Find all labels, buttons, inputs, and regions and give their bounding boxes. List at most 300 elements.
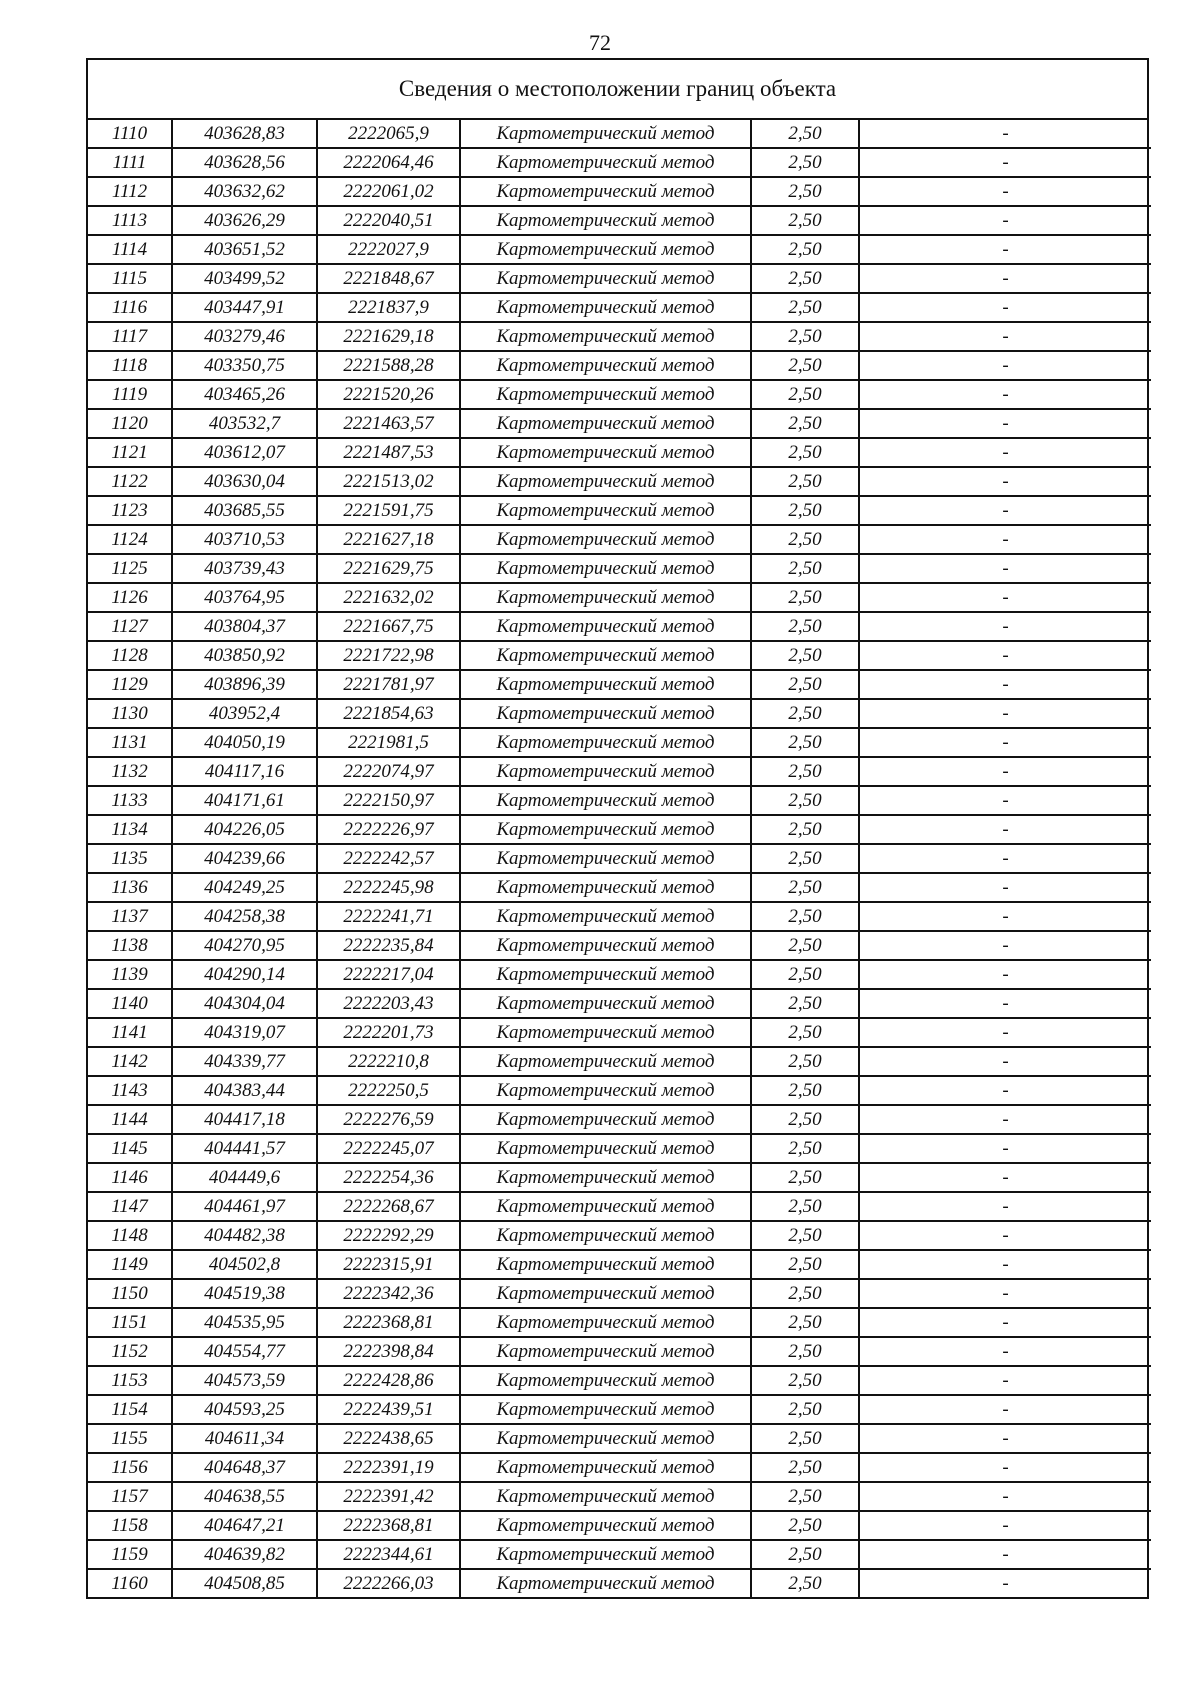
method-cell: Картометрический метод bbox=[460, 120, 751, 148]
table-row bbox=[88, 1511, 1151, 1540]
x-coordinate-cell: 403710,53 bbox=[172, 525, 317, 554]
accuracy-cell: 2,50 bbox=[751, 1163, 859, 1192]
accuracy-cell: 2,50 bbox=[751, 554, 859, 583]
description-cell: - bbox=[859, 902, 1151, 931]
description-cell: - bbox=[859, 1076, 1151, 1105]
point-number-cell: 1123 bbox=[88, 496, 172, 525]
description-cell: - bbox=[859, 1395, 1151, 1424]
x-coordinate-cell: 404593,25 bbox=[172, 1395, 317, 1424]
accuracy-cell: 2,50 bbox=[751, 496, 859, 525]
y-coordinate-cell: 2222201,73 bbox=[317, 1018, 460, 1047]
table-row bbox=[88, 1192, 1151, 1221]
method-cell: Картометрический метод bbox=[460, 380, 751, 409]
point-number-cell: 1135 bbox=[88, 844, 172, 873]
point-number-cell: 1157 bbox=[88, 1482, 172, 1511]
method-cell: Картометрический метод bbox=[460, 670, 751, 699]
method-cell: Картометрический метод bbox=[460, 1192, 751, 1221]
table-row bbox=[88, 1163, 1151, 1192]
y-coordinate-cell: 2221837,9 bbox=[317, 293, 460, 322]
x-coordinate-cell: 404441,57 bbox=[172, 1134, 317, 1163]
y-coordinate-cell: 2221627,18 bbox=[317, 525, 460, 554]
y-coordinate-cell: 2222245,98 bbox=[317, 873, 460, 902]
method-cell: Картометрический метод bbox=[460, 1134, 751, 1163]
point-number-cell: 1138 bbox=[88, 931, 172, 960]
accuracy-cell: 2,50 bbox=[751, 670, 859, 699]
x-coordinate-cell: 404383,44 bbox=[172, 1076, 317, 1105]
table-row bbox=[88, 815, 1151, 844]
accuracy-cell: 2,50 bbox=[751, 1337, 859, 1366]
y-coordinate-cell: 2221629,18 bbox=[317, 322, 460, 351]
table-row bbox=[88, 322, 1151, 351]
x-coordinate-cell: 403952,4 bbox=[172, 699, 317, 728]
method-cell: Картометрический метод bbox=[460, 525, 751, 554]
description-cell: - bbox=[1002, 1573, 1009, 1594]
point-number-cell: 1133 bbox=[88, 786, 172, 815]
description-cell: - bbox=[859, 1047, 1151, 1076]
method-cell: Картометрический метод bbox=[460, 641, 751, 670]
description-cell: - bbox=[859, 786, 1151, 815]
x-coordinate-cell: 403850,92 bbox=[172, 641, 317, 670]
table-row bbox=[88, 120, 1151, 148]
table-row bbox=[88, 148, 1151, 177]
point-number-cell: 1120 bbox=[88, 409, 172, 438]
description-cell: - bbox=[859, 554, 1151, 583]
accuracy-cell: 2,50 bbox=[751, 380, 859, 409]
table-row bbox=[88, 670, 1151, 699]
table-row bbox=[88, 1308, 1151, 1337]
method-cell: Картометрический метод bbox=[460, 931, 751, 960]
x-coordinate-cell: 403651,52 bbox=[172, 235, 317, 264]
x-coordinate-cell: 403626,29 bbox=[172, 206, 317, 235]
x-coordinate-cell: 404249,25 bbox=[172, 873, 317, 902]
accuracy-cell: 2,50 bbox=[751, 1221, 859, 1250]
method-cell: Картометрический метод bbox=[460, 293, 751, 322]
accuracy-cell: 2,50 bbox=[751, 1366, 859, 1395]
x-coordinate-cell: 403804,37 bbox=[172, 612, 317, 641]
description-cell: - bbox=[859, 1337, 1151, 1366]
y-coordinate-cell: 2221463,57 bbox=[317, 409, 460, 438]
y-coordinate-cell: 2221632,02 bbox=[317, 583, 460, 612]
y-coordinate-cell: 2221591,75 bbox=[317, 496, 460, 525]
table-row bbox=[88, 206, 1151, 235]
x-coordinate-cell: 403764,95 bbox=[172, 583, 317, 612]
x-coordinate-cell: 404573,59 bbox=[172, 1366, 317, 1395]
description-cell: - bbox=[859, 670, 1151, 699]
method-cell: Картометрический метод bbox=[460, 1105, 751, 1134]
x-coordinate-cell: 404226,05 bbox=[172, 815, 317, 844]
accuracy-cell: 2,50 bbox=[751, 438, 859, 467]
x-coordinate-cell: 404535,95 bbox=[172, 1308, 317, 1337]
x-coordinate-cell: 404648,37 bbox=[172, 1453, 317, 1482]
x-coordinate-cell: 404502,8 bbox=[172, 1250, 317, 1279]
point-number-cell: 1129 bbox=[88, 670, 172, 699]
y-coordinate-cell: 2221487,53 bbox=[317, 438, 460, 467]
x-coordinate-cell: 403447,91 bbox=[172, 293, 317, 322]
point-number-cell: 1147 bbox=[88, 1192, 172, 1221]
method-cell: Картометрический метод bbox=[460, 1337, 751, 1366]
accuracy-cell: 2,50 bbox=[751, 1018, 859, 1047]
accuracy-cell: 2,50 bbox=[751, 293, 859, 322]
table-row bbox=[88, 1424, 1151, 1453]
method-cell: Картометрический метод bbox=[460, 1395, 751, 1424]
y-coordinate-cell: 2222344,61 bbox=[317, 1540, 460, 1569]
x-coordinate-cell: 404554,77 bbox=[172, 1337, 317, 1366]
description-cell: - bbox=[859, 148, 1151, 177]
method-cell: Картометрический метод bbox=[460, 989, 751, 1018]
method-cell: Картометрический метод bbox=[460, 496, 751, 525]
method-cell: Картометрический метод bbox=[460, 1279, 751, 1308]
method-cell: Картометрический метод bbox=[460, 728, 751, 757]
method-cell: Картометрический метод bbox=[460, 1482, 751, 1511]
point-number-cell: 1146 bbox=[88, 1163, 172, 1192]
y-coordinate-cell: 2222254,36 bbox=[317, 1163, 460, 1192]
method-cell: Картометрический метод bbox=[460, 612, 751, 641]
accuracy-cell: 2,50 bbox=[751, 148, 859, 177]
y-coordinate-cell: 2221629,75 bbox=[317, 554, 460, 583]
table-row bbox=[88, 931, 1151, 960]
point-number-cell: 1156 bbox=[88, 1453, 172, 1482]
page-number: 72 bbox=[589, 30, 611, 55]
point-number-cell: 1132 bbox=[88, 757, 172, 786]
description-cell: - bbox=[859, 177, 1151, 206]
accuracy-cell: 2,50 bbox=[751, 1540, 859, 1569]
method-cell: Картометрический метод bbox=[460, 1018, 751, 1047]
point-number-cell: 1142 bbox=[88, 1047, 172, 1076]
method-cell: Картометрический метод bbox=[460, 1366, 751, 1395]
description-cell: - bbox=[859, 351, 1151, 380]
method-cell: Картометрический метод bbox=[460, 786, 751, 815]
method-cell: Картометрический метод bbox=[460, 554, 751, 583]
y-coordinate-cell: 2221667,75 bbox=[317, 612, 460, 641]
y-coordinate-cell: 2222150,97 bbox=[317, 786, 460, 815]
point-number-cell: 1140 bbox=[88, 989, 172, 1018]
table-row bbox=[88, 989, 1151, 1018]
point-number-cell: 1134 bbox=[88, 815, 172, 844]
y-coordinate-cell: 2222368,81 bbox=[317, 1308, 460, 1337]
method-cell: Картометрический метод bbox=[460, 177, 751, 206]
x-coordinate-cell: 404339,77 bbox=[172, 1047, 317, 1076]
point-number-cell: 1158 bbox=[88, 1511, 172, 1540]
description-cell: - bbox=[859, 728, 1151, 757]
table-row bbox=[88, 1366, 1151, 1395]
table-row bbox=[88, 1250, 1151, 1279]
y-coordinate-cell: 2222061,02 bbox=[317, 177, 460, 206]
method-cell: Картометрический метод bbox=[460, 902, 751, 931]
description-cell: - bbox=[859, 1163, 1151, 1192]
table-row bbox=[88, 1569, 1151, 1597]
description-cell: - bbox=[859, 1221, 1151, 1250]
method-cell: Картометрический метод bbox=[460, 438, 751, 467]
table-row bbox=[88, 641, 1151, 670]
x-coordinate-cell: 403532,7 bbox=[172, 409, 317, 438]
description-cell: - bbox=[859, 293, 1151, 322]
accuracy-cell: 2,50 bbox=[751, 206, 859, 235]
table-row bbox=[88, 293, 1151, 322]
table-row bbox=[88, 496, 1151, 525]
description-cell: - bbox=[859, 612, 1151, 641]
x-coordinate-cell: 403632,62 bbox=[172, 177, 317, 206]
point-number-cell: 1155 bbox=[88, 1424, 172, 1453]
description-cell: - bbox=[859, 380, 1151, 409]
x-coordinate-cell: 404304,04 bbox=[172, 989, 317, 1018]
method-cell: Картометрический метод bbox=[460, 351, 751, 380]
point-number-cell: 1119 bbox=[88, 380, 172, 409]
x-coordinate-cell: 403499,52 bbox=[172, 264, 317, 293]
method-cell: Картометрический метод bbox=[460, 235, 751, 264]
table-row bbox=[88, 699, 1151, 728]
accuracy-cell: 2,50 bbox=[751, 728, 859, 757]
point-number-cell: 1137 bbox=[88, 902, 172, 931]
point-number-cell: 1113 bbox=[88, 206, 172, 235]
method-cell: Картометрический метод bbox=[460, 322, 751, 351]
accuracy-cell: 2,50 bbox=[751, 583, 859, 612]
accuracy-cell: 2,50 bbox=[751, 409, 859, 438]
method-cell: Картометрический метод bbox=[460, 873, 751, 902]
description-cell: - bbox=[859, 1105, 1151, 1134]
table-row bbox=[88, 554, 1151, 583]
x-coordinate-cell: 404461,97 bbox=[172, 1192, 317, 1221]
accuracy-cell: 2,50 bbox=[751, 612, 859, 641]
accuracy-cell: 2,50 bbox=[751, 1134, 859, 1163]
accuracy-cell: 2,50 bbox=[751, 1511, 859, 1540]
x-coordinate-cell: 404258,38 bbox=[172, 902, 317, 931]
accuracy-cell: 2,50 bbox=[751, 1105, 859, 1134]
table-row bbox=[88, 380, 1151, 409]
table-row bbox=[88, 1134, 1151, 1163]
method-cell: Картометрический метод bbox=[460, 1424, 751, 1453]
table-row bbox=[88, 438, 1151, 467]
x-coordinate-cell: 404239,66 bbox=[172, 844, 317, 873]
point-number-cell: 1116 bbox=[88, 293, 172, 322]
x-coordinate-cell: 404050,19 bbox=[172, 728, 317, 757]
table-row bbox=[88, 612, 1151, 641]
accuracy-cell: 2,50 bbox=[751, 525, 859, 554]
point-number-cell: 1154 bbox=[88, 1395, 172, 1424]
x-coordinate-cell: 403896,39 bbox=[172, 670, 317, 699]
accuracy-cell: 2,50 bbox=[751, 844, 859, 873]
accuracy-cell: 2,50 bbox=[751, 989, 859, 1018]
x-coordinate-cell: 403739,43 bbox=[172, 554, 317, 583]
point-number-cell: 1149 bbox=[88, 1250, 172, 1279]
point-number-cell: 1139 bbox=[88, 960, 172, 989]
description-cell: - bbox=[859, 1366, 1151, 1395]
point-number-cell: 1152 bbox=[88, 1337, 172, 1366]
point-number-cell: 1148 bbox=[88, 1221, 172, 1250]
description-cell: - bbox=[859, 120, 1151, 148]
y-coordinate-cell: 2222027,9 bbox=[317, 235, 460, 264]
point-number-cell: 1150 bbox=[88, 1279, 172, 1308]
accuracy-cell: 2,50 bbox=[751, 120, 859, 148]
table-row bbox=[88, 728, 1151, 757]
description-cell: - bbox=[859, 1134, 1151, 1163]
method-cell: Картометрический метод bbox=[460, 844, 751, 873]
point-number-cell: 1112 bbox=[88, 177, 172, 206]
description-cell: - bbox=[859, 989, 1151, 1018]
y-coordinate-cell: 2222292,29 bbox=[317, 1221, 460, 1250]
y-coordinate-cell: 2221781,97 bbox=[317, 670, 460, 699]
y-coordinate-cell: 2222342,36 bbox=[317, 1279, 460, 1308]
accuracy-cell: 2,50 bbox=[751, 902, 859, 931]
accuracy-cell: 2,50 bbox=[751, 1424, 859, 1453]
accuracy-cell: 2,50 bbox=[751, 1395, 859, 1424]
accuracy-cell: 2,50 bbox=[751, 1076, 859, 1105]
table-row bbox=[88, 844, 1151, 873]
description-cell: - bbox=[859, 1540, 1151, 1569]
point-number-cell: 1127 bbox=[88, 612, 172, 641]
method-cell: Картометрический метод bbox=[460, 1308, 751, 1337]
table-row bbox=[88, 467, 1151, 496]
x-coordinate-cell: 404117,16 bbox=[172, 757, 317, 786]
description-cell: - bbox=[859, 1192, 1151, 1221]
table-row bbox=[88, 1540, 1151, 1569]
method-cell: Картометрический метод bbox=[460, 1047, 751, 1076]
method-cell: Картометрический метод bbox=[460, 815, 751, 844]
table-row bbox=[88, 1279, 1151, 1308]
y-coordinate-cell: 2221848,67 bbox=[317, 264, 460, 293]
description-cell: - bbox=[859, 583, 1151, 612]
accuracy-cell: 2,50 bbox=[751, 931, 859, 960]
method-cell: Картометрический метод bbox=[460, 409, 751, 438]
x-coordinate-cell: 404519,38 bbox=[172, 1279, 317, 1308]
point-number-cell: 1122 bbox=[88, 467, 172, 496]
point-number-cell: 1153 bbox=[88, 1366, 172, 1395]
point-number-cell: 1110 bbox=[88, 120, 172, 148]
description-cell: - bbox=[859, 931, 1151, 960]
table-row bbox=[88, 235, 1151, 264]
x-coordinate-cell: 404319,07 bbox=[172, 1018, 317, 1047]
point-number-cell: 1130 bbox=[88, 699, 172, 728]
x-coordinate-cell: 403628,83 bbox=[172, 120, 317, 148]
method-cell: Картометрический метод bbox=[460, 148, 751, 177]
coordinates-table bbox=[88, 120, 1151, 1597]
description-cell: - bbox=[859, 264, 1151, 293]
x-coordinate-cell: 403612,07 bbox=[172, 438, 317, 467]
y-coordinate-cell: 2221588,28 bbox=[317, 351, 460, 380]
description-cell: - bbox=[859, 873, 1151, 902]
accuracy-cell: 2,50 bbox=[751, 322, 859, 351]
description-cell: - bbox=[859, 699, 1151, 728]
method-cell: Картометрический метод bbox=[460, 1453, 751, 1482]
y-coordinate-cell: 2222241,71 bbox=[317, 902, 460, 931]
accuracy-cell: 2,50 bbox=[751, 1569, 859, 1597]
table-row bbox=[88, 757, 1151, 786]
x-coordinate-cell: 404611,34 bbox=[172, 1424, 317, 1453]
x-coordinate-cell: 404508,85 bbox=[172, 1569, 317, 1597]
method-cell: Картометрический метод bbox=[460, 1250, 751, 1279]
table-row bbox=[88, 525, 1151, 554]
accuracy-cell: 2,50 bbox=[751, 960, 859, 989]
y-coordinate-cell: 2222428,86 bbox=[317, 1366, 460, 1395]
y-coordinate-cell: 2222391,42 bbox=[317, 1482, 460, 1511]
accuracy-cell: 2,50 bbox=[751, 641, 859, 670]
accuracy-cell: 2,50 bbox=[751, 351, 859, 380]
table-row bbox=[88, 1047, 1151, 1076]
table-row bbox=[88, 1482, 1151, 1511]
table-row bbox=[88, 960, 1151, 989]
y-coordinate-cell: 2221722,98 bbox=[317, 641, 460, 670]
description-cell: - bbox=[859, 1511, 1151, 1540]
x-coordinate-cell: 404482,38 bbox=[172, 1221, 317, 1250]
table-row bbox=[88, 902, 1151, 931]
y-coordinate-cell: 2222203,43 bbox=[317, 989, 460, 1018]
point-number-cell: 1141 bbox=[88, 1018, 172, 1047]
accuracy-cell: 2,50 bbox=[751, 786, 859, 815]
x-coordinate-cell: 403628,56 bbox=[172, 148, 317, 177]
y-coordinate-cell: 2222438,65 bbox=[317, 1424, 460, 1453]
accuracy-cell: 2,50 bbox=[751, 1482, 859, 1511]
table-row bbox=[88, 177, 1151, 206]
table-row bbox=[88, 1221, 1151, 1250]
method-cell: Картометрический метод bbox=[460, 467, 751, 496]
y-coordinate-cell: 2222315,91 bbox=[317, 1250, 460, 1279]
point-number-cell: 1118 bbox=[88, 351, 172, 380]
method-cell: Картометрический метод bbox=[460, 1163, 751, 1192]
point-number-cell: 1126 bbox=[88, 583, 172, 612]
description-cell: - bbox=[859, 844, 1151, 873]
y-coordinate-cell: 2222217,04 bbox=[317, 960, 460, 989]
description-cell: - bbox=[859, 1308, 1151, 1337]
point-number-cell: 1160 bbox=[88, 1569, 172, 1597]
table-row bbox=[88, 786, 1151, 815]
table-row bbox=[88, 409, 1151, 438]
point-number-cell: 1117 bbox=[88, 322, 172, 351]
description-cell: - bbox=[859, 757, 1151, 786]
accuracy-cell: 2,50 bbox=[751, 264, 859, 293]
description-cell: - bbox=[859, 322, 1151, 351]
y-coordinate-cell: 2222040,51 bbox=[317, 206, 460, 235]
table-row bbox=[88, 1453, 1151, 1482]
point-number-cell: 1143 bbox=[88, 1076, 172, 1105]
y-coordinate-cell: 2222398,84 bbox=[317, 1337, 460, 1366]
y-coordinate-cell: 2221513,02 bbox=[317, 467, 460, 496]
accuracy-cell: 2,50 bbox=[751, 1047, 859, 1076]
description-cell: - bbox=[859, 235, 1151, 264]
point-number-cell: 1111 bbox=[88, 148, 172, 177]
table-row bbox=[88, 351, 1151, 380]
y-coordinate-cell: 2222268,67 bbox=[317, 1192, 460, 1221]
y-coordinate-cell: 2222210,8 bbox=[317, 1047, 460, 1076]
description-cell: - bbox=[859, 815, 1151, 844]
accuracy-cell: 2,50 bbox=[751, 699, 859, 728]
coordinates-table-body bbox=[88, 120, 1151, 1597]
point-number-cell: 1128 bbox=[88, 641, 172, 670]
x-coordinate-cell: 404449,6 bbox=[172, 1163, 317, 1192]
x-coordinate-cell: 404171,61 bbox=[172, 786, 317, 815]
accuracy-cell: 2,50 bbox=[751, 467, 859, 496]
x-coordinate-cell: 403279,46 bbox=[172, 322, 317, 351]
description-cell: - bbox=[859, 1250, 1151, 1279]
accuracy-cell: 2,50 bbox=[751, 1250, 859, 1279]
table-row bbox=[88, 583, 1151, 612]
y-coordinate-cell: 2221981,5 bbox=[317, 728, 460, 757]
description-cell: - bbox=[859, 438, 1151, 467]
method-cell: Картометрический метод bbox=[460, 206, 751, 235]
table-row bbox=[88, 1395, 1151, 1424]
table-row bbox=[88, 1076, 1151, 1105]
x-coordinate-cell: 403350,75 bbox=[172, 351, 317, 380]
description-cell: - bbox=[859, 525, 1151, 554]
description-cell: - bbox=[859, 1424, 1151, 1453]
description-cell: - bbox=[859, 641, 1151, 670]
y-coordinate-cell: 2222226,97 bbox=[317, 815, 460, 844]
table-row bbox=[88, 1337, 1151, 1366]
point-number-cell: 1136 bbox=[88, 873, 172, 902]
x-coordinate-cell: 404639,82 bbox=[172, 1540, 317, 1569]
point-number-cell: 1145 bbox=[88, 1134, 172, 1163]
x-coordinate-cell: 404270,95 bbox=[172, 931, 317, 960]
description-cell: - bbox=[859, 206, 1151, 235]
y-coordinate-cell: 2222276,59 bbox=[317, 1105, 460, 1134]
